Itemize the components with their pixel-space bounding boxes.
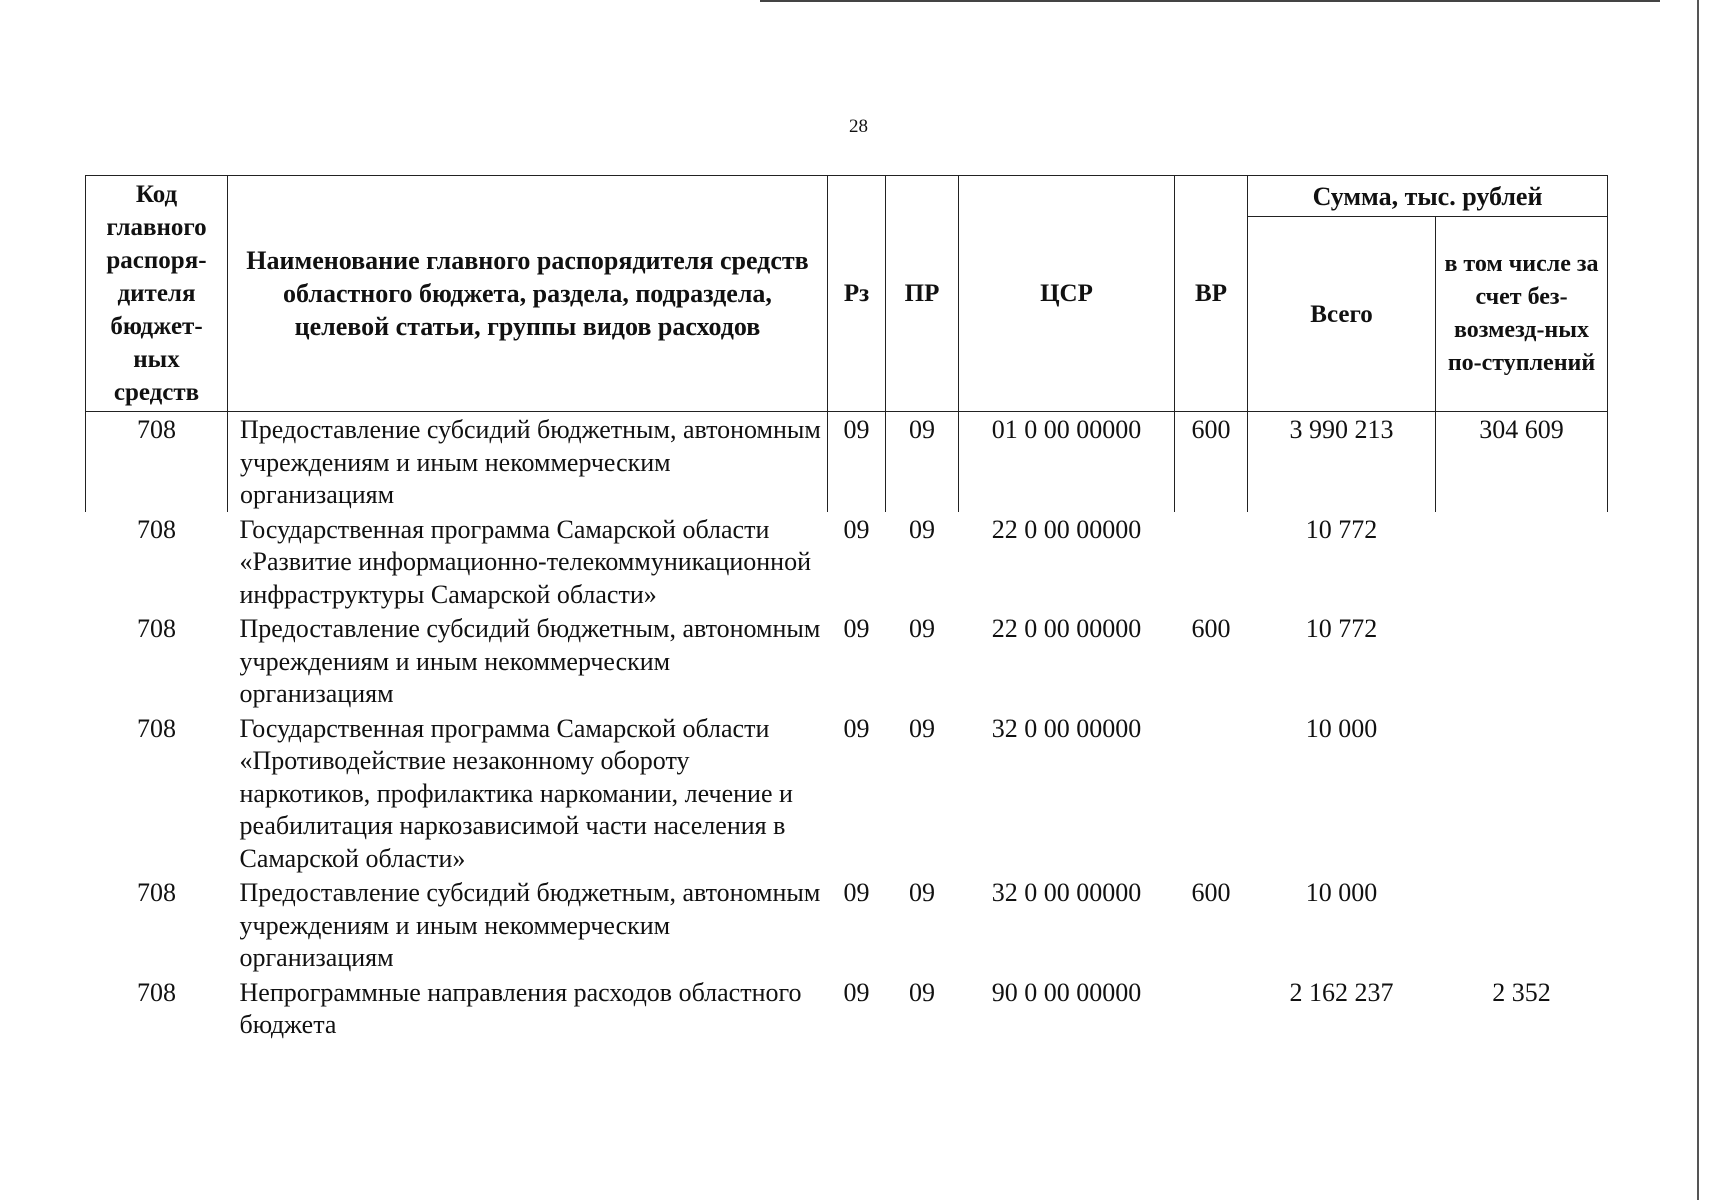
cell-csr: 22 0 00 00000 (991, 514, 1142, 544)
header-sum: Сумма, тыс. рублей (1248, 176, 1608, 217)
cell-csr: 01 0 00 00000 (959, 412, 1175, 512)
cell-pr: 09 (886, 412, 959, 512)
cell-free: 2 352 (1492, 977, 1551, 1007)
cell-total: 10 772 (1305, 514, 1378, 544)
cell-rz: 09 (843, 878, 870, 907)
cell-pr: 09 (909, 713, 935, 743)
cell-free (1436, 711, 1608, 876)
cell-total: 10 000 (1305, 713, 1378, 743)
cell-total: 10 772 (1305, 614, 1378, 643)
cell-vr (1175, 512, 1248, 612)
cell-rz: 09 (828, 412, 886, 512)
cell-name: Государственная программа Самарской области «Противодействие незаконному обороту наркотиков, профилактика наркомании, лечение и реабилитация наркозависимой части населения в Самарской области» (239, 713, 793, 873)
table-row (86, 711, 1608, 876)
cell-csr: 22 0 00 00000 (991, 614, 1142, 643)
page-number: 28 (849, 116, 868, 137)
cell-free (1436, 512, 1608, 612)
cell-total: 2 162 237 (1289, 977, 1394, 1007)
table-row (86, 412, 1608, 512)
cell-pr: 09 (909, 977, 935, 1007)
scan-right-edge (1697, 0, 1699, 1200)
cell-free (1436, 611, 1608, 711)
cell-vr (1175, 975, 1248, 1042)
cell-name: Государственная программа Самарской области «Развитие информационно-телекоммуникационной инфраструктуры Самарской области» (239, 514, 812, 609)
cell-vr: 600 (1175, 412, 1248, 512)
cell-total: 10 000 (1305, 878, 1378, 907)
header-code: Код главного распоря-дителя бюджет-ных средств (86, 176, 228, 412)
cell-rz: 09 (843, 514, 870, 544)
cell-code: 708 (86, 412, 228, 512)
cell-pr: 09 (909, 878, 935, 907)
header-total: Всего (1248, 217, 1436, 412)
cell-pr: 09 (909, 614, 935, 643)
cell-name: Предоставление субсидий бюджетным, автономным учреждениям и иным некоммерческим организациям (228, 412, 828, 512)
budget-table (85, 175, 1608, 1042)
table-row (86, 875, 1608, 975)
header-free: в том числе за счет без-возмезд-ных по-ступлений (1436, 217, 1608, 412)
cell-vr (1175, 711, 1248, 876)
cell-code: 708 (137, 878, 176, 907)
cell-name: Предоставление субсидий бюджетным, автономным учреждениям и иным некоммерческим организациям (239, 614, 821, 708)
cell-name: Предоставление субсидий бюджетным, автономным учреждениям и иным некоммерческим организациям (239, 878, 821, 972)
cell-code: 708 (137, 614, 176, 643)
cell-rz: 09 (843, 713, 870, 743)
cell-csr: 32 0 00 00000 (991, 713, 1142, 743)
cell-total: 3 990 213 (1248, 412, 1436, 512)
cell-free (1436, 875, 1608, 975)
table-header (86, 176, 1608, 412)
cell-code: 708 (137, 713, 176, 743)
header-csr: ЦСР (959, 176, 1175, 412)
header-rz: Рз (828, 176, 886, 412)
header-pr: ПР (886, 176, 959, 412)
table-body (86, 412, 1608, 1042)
scan-top-rule (760, 0, 1660, 2)
cell-rz: 09 (843, 614, 870, 643)
cell-code: 708 (137, 977, 176, 1007)
cell-pr: 09 (909, 514, 935, 544)
header-name: Наименование главного распорядителя средств областного бюджета, раздела, подраздела, целевой статьи, группы видов расходов (228, 176, 828, 412)
table-row (86, 512, 1608, 612)
cell-free: 304 609 (1436, 412, 1608, 512)
cell-vr: 600 (1191, 614, 1231, 643)
cell-csr: 32 0 00 00000 (991, 878, 1142, 907)
table-row (86, 611, 1608, 711)
cell-rz: 09 (843, 977, 870, 1007)
cell-vr: 600 (1191, 878, 1231, 907)
table-row (86, 975, 1608, 1042)
cell-code: 708 (137, 514, 176, 544)
header-vr: ВР (1175, 176, 1248, 412)
cell-csr: 90 0 00 00000 (991, 977, 1142, 1007)
cell-name: Непрограммные направления расходов областного бюджета (239, 977, 802, 1039)
